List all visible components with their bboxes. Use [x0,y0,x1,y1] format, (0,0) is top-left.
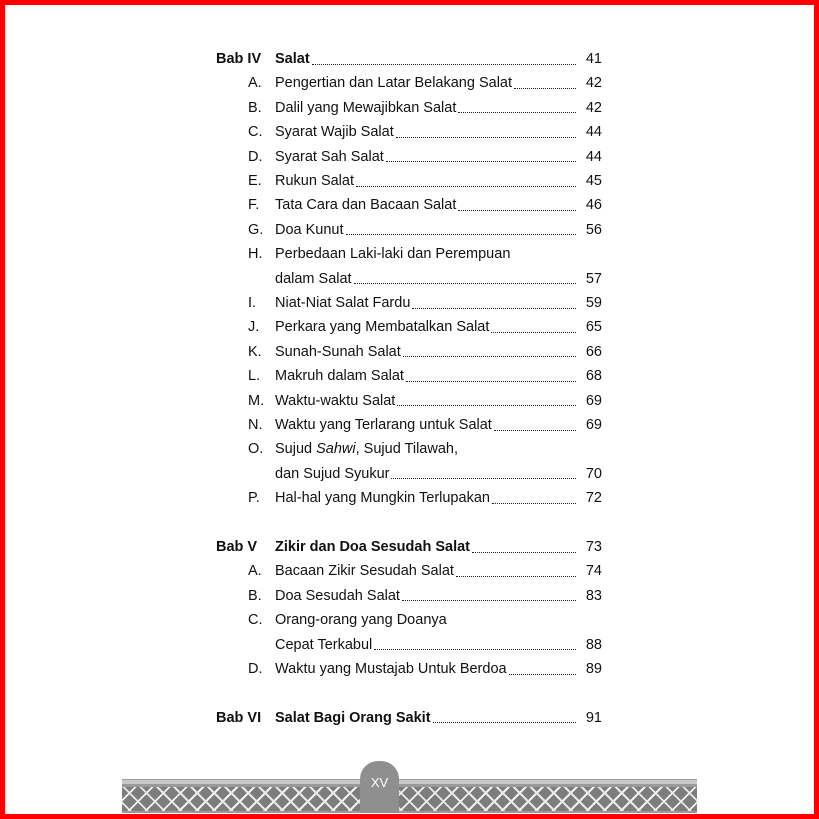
page-number: 44 [585,148,602,165]
section-row [216,170,602,192]
section-row [216,97,602,119]
dot-leader [456,576,576,577]
section-title: Hal-hal yang Mungkin Terlupakan [275,490,490,507]
section-row [216,341,602,363]
section-title: Bacaan Zikir Sesudah Salat [275,563,454,580]
section-title: Orang-orang yang Doanya [275,612,447,629]
page-number: 42 [585,75,602,92]
section-row [216,390,602,412]
page-number: 65 [585,319,602,336]
section-row [216,609,602,631]
dot-leader [514,88,576,89]
section-letter: B. [248,587,262,604]
title-italic: Sahwi [316,441,356,458]
page-number: 45 [585,173,602,189]
page-number: 83 [585,587,602,604]
chapter-title: Salat Bagi Orang Sakit [275,709,431,726]
section-title: Tata Cara dan Bacaan Salat [275,197,457,214]
chapter-row [216,48,602,70]
section-letter: H. [248,246,263,263]
dot-leader [356,186,576,187]
section-row-continued [216,268,602,290]
dot-leader [491,332,576,333]
chapter-label: Bab IV [216,51,262,67]
section-letter: P. [248,490,260,507]
section-title-continued: dan Sujud Syukur [275,465,390,482]
section-letter: G. [248,221,264,238]
section-letter: F. [248,197,260,214]
section-letter: C. [248,124,263,141]
page-number: 72 [585,490,602,507]
page-number: 56 [585,221,602,238]
dot-leader [458,112,576,113]
dot-leader [412,308,576,309]
section-letter: D. [248,661,263,677]
page-number: 69 [585,392,602,409]
dot-leader [402,600,576,601]
section-row [216,219,602,241]
chapter-title: Zikir dan Doa Sesudah Salat [275,539,470,555]
page-number: 74 [585,563,602,580]
page-number: 89 [585,661,602,677]
page-number: 46 [585,197,602,214]
dot-leader [433,722,576,723]
section-title: Dalil yang Mewajibkan Salat [275,99,457,116]
page-number: 70 [585,465,602,482]
section-row [216,487,602,509]
section-letter: O. [248,441,264,458]
dot-leader [354,283,576,284]
section-letter: C. [248,612,263,629]
section-letter: A. [248,563,262,580]
section-row [216,292,602,314]
page-number: 73 [585,539,602,555]
section-title-continued: Cepat Terkabul [275,636,373,653]
page-number: 41 [585,51,602,67]
section-title: Doa Sesudah Salat [275,587,400,604]
section-title: Perkara yang Membatalkan Salat [275,319,490,336]
section-row [216,72,602,94]
section-row [216,146,602,168]
section-row [216,316,602,338]
page-number: XV [370,775,389,790]
chapter-label: Bab VI [216,709,262,726]
dot-leader [391,478,576,479]
dot-leader [397,405,576,406]
section-title: Waktu yang Terlarang untuk Salat [275,417,492,433]
section-title: Makruh dalam Salat [275,368,404,385]
dot-leader [406,381,576,382]
section-letter: E. [248,173,262,189]
page-number: 59 [585,295,602,311]
dot-leader [472,552,576,553]
page-number: 88 [585,636,602,653]
section-row [216,243,602,265]
section-title-continued: dalam Salat [275,270,352,287]
section-letter: J. [248,319,260,336]
chapter-title: Salat [275,51,310,67]
dot-leader [312,64,576,65]
ornament-line [122,780,697,784]
ornament-pattern [122,787,697,811]
dot-leader [458,210,576,211]
section-letter: B. [248,99,262,116]
section-title: Waktu-waktu Salat [275,392,396,409]
section-title: Perbedaan Laki-laki dan Perempuan [275,246,511,263]
section-title: Doa Kunut [275,221,344,238]
page-number: 68 [585,368,602,385]
page-number: 69 [585,417,602,433]
section-row-continued [216,463,602,485]
page-number: 57 [585,270,602,287]
page-number: 44 [585,124,602,141]
section-title: Pengertian dan Latar Belakang Salat [275,75,513,92]
section-letter: N. [248,417,263,433]
section-row [216,121,602,143]
section-title: Rukun Salat [275,173,354,189]
section-row [216,414,602,436]
section-letter: I. [248,295,257,311]
dot-leader [374,649,576,650]
section-row-continued [216,634,602,656]
page-number: 91 [585,709,602,726]
dot-leader [386,161,576,162]
page-number: 66 [585,343,602,360]
page-number: 42 [585,99,602,116]
footer-ornament [122,779,697,813]
section-title: Waktu yang Mustajab Untuk Berdoa [275,661,507,677]
page-number-tab [360,761,399,813]
dot-leader [509,674,576,675]
section-title: Syarat Wajib Salat [275,124,394,141]
section-title: Sunah-Sunah Salat [275,343,401,360]
title-part: Sujud [275,441,317,458]
dot-leader [396,137,576,138]
section-title: Syarat Sah Salat [275,148,384,165]
section-letter: A. [248,75,262,92]
chapter-row [216,536,602,558]
title-part: , Sujud Tilawah, [355,441,458,458]
section-row [216,658,602,680]
dot-leader [494,430,576,431]
section-letter: K. [248,343,262,360]
section-letter: L. [248,368,261,385]
dot-leader [403,356,576,357]
dot-leader [492,503,576,504]
chapter-label: Bab V [216,539,258,555]
chapter-row [216,707,602,729]
section-row [216,560,602,582]
section-title: Niat-Niat Salat Fardu [275,295,411,311]
section-row [216,438,602,460]
dot-leader [346,234,576,235]
section-row [216,585,602,607]
section-letter: D. [248,148,263,165]
section-row [216,194,602,216]
section-title [275,438,458,460]
section-letter: M. [248,392,265,409]
section-row [216,365,602,387]
